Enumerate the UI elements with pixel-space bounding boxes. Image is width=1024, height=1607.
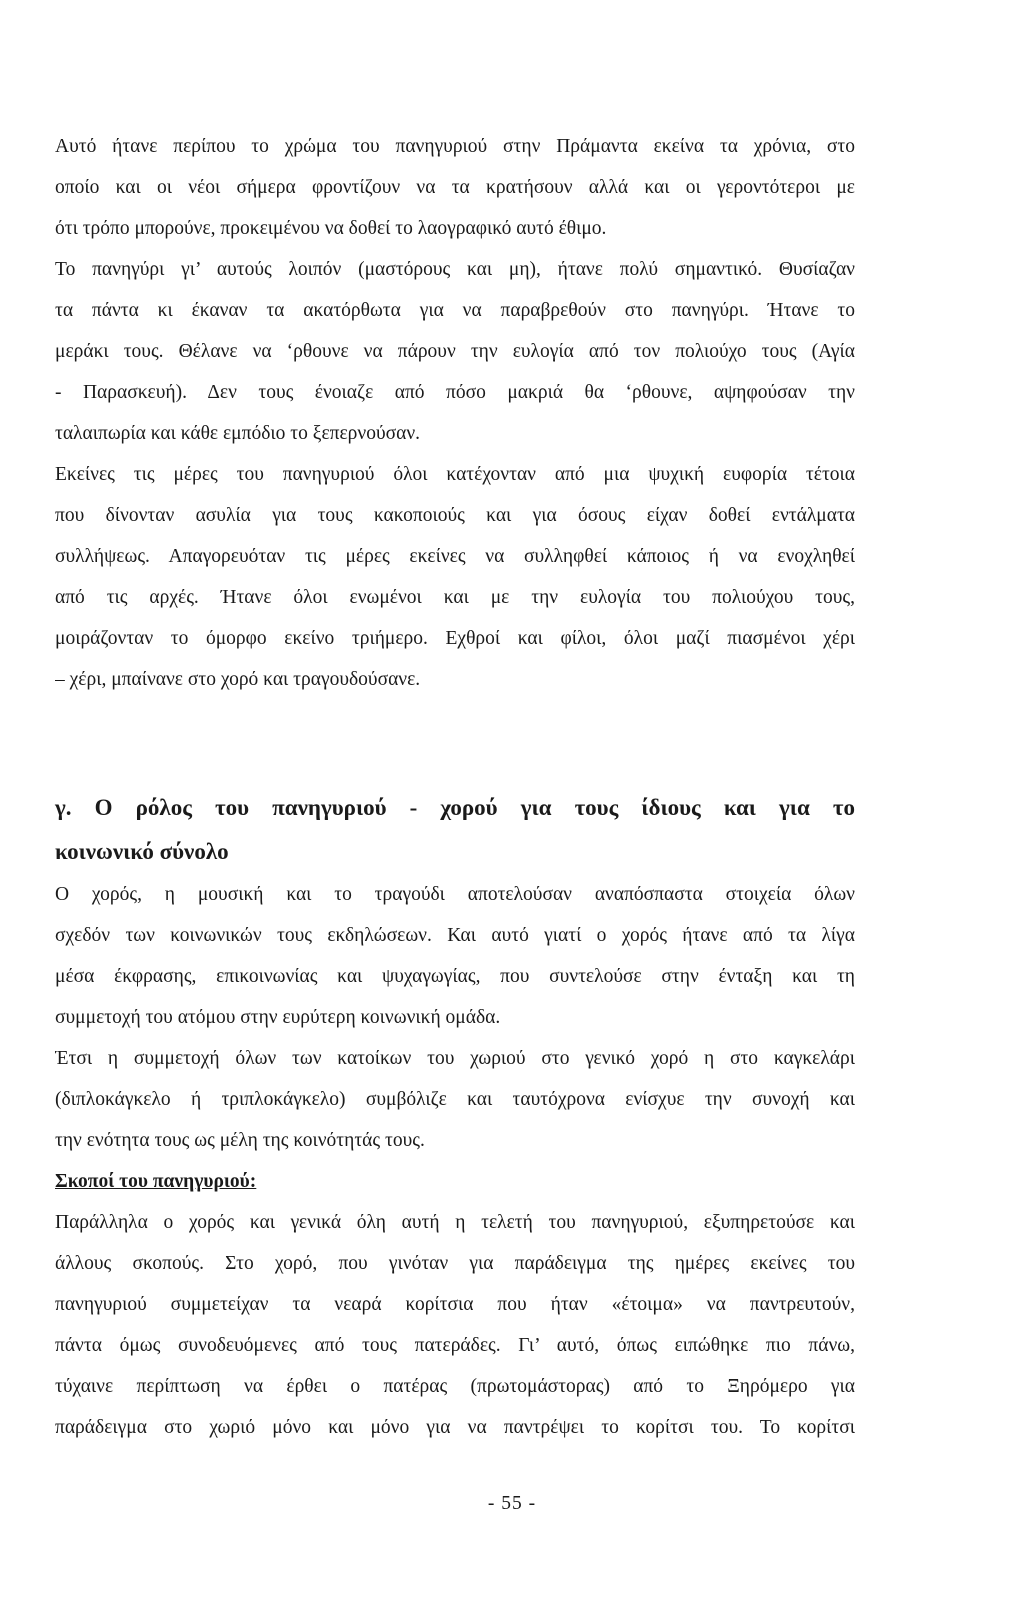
text-line: – χέρι, μπαίνανε στο χορό και τραγουδούσανε.	[55, 669, 421, 690]
paragraph-5	[55, 1202, 855, 1448]
text-line: συλλήψεως. Απαγορευόταν τις μέρες εκείνες να συλληφθεί κάποιος ή να ενοχληθεί	[55, 546, 855, 567]
text-line: ότι τρόπο μπορούνε, προκειμένου να δοθεί το λαογραφικό αυτό έθιμο.	[55, 218, 607, 239]
text-line: συμμετοχή του ατόμου στην ευρύτερη κοινωνική ομάδα.	[55, 1007, 501, 1028]
text-line: Το πανηγύρι γι’ αυτούς λοιπόν (μαστόρους και μη), ήτανε πολύ σημαντικό. Θυσίαζαν	[55, 259, 855, 280]
text-line: σχεδόν των κοινωνικών τους εκδηλώσεων. Και αυτό γιατί ο χορός ήτανε από τα λίγα	[55, 925, 855, 946]
text-line: παράδειγμα στο χωριό μόνο και μόνο για να παντρέψει το κορίτσι του. Το κορίτσι	[55, 1417, 855, 1438]
text-line: Παράλληλα ο χορός και γενικά όλη αυτή η τελετή του πανηγυριού, εξυπηρετούσε και	[55, 1212, 855, 1233]
text-line: που δίνονταν ασυλία για τους κακοποιούς και για όσους είχαν δοθεί εντάλματα	[55, 505, 855, 526]
text-line: πάντα όμως συνοδευόμενες από τους πατεράδες. Γι’ αυτό, όπως ειπώθηκε πιο πάνω,	[55, 1335, 855, 1356]
text-line: ταλαιπωρία και κάθε εμπόδιο το ξεπερνούσαν.	[55, 423, 421, 444]
text-line: τύχαινε περίπτωση να έρθει ο πατέρας (πρωτομάστορας) από το Ξηρόμερο για	[55, 1376, 855, 1397]
page-number: - 55 -	[487, 1493, 537, 1514]
paragraph-2	[55, 454, 855, 700]
text-line: (διπλοκάγκελο ή τριπλοκάγκελο) συμβόλιζε και ταυτόχρονα ενίσχυε την συνοχή και	[55, 1089, 855, 1110]
text-line: Έτσι η συμμετοχή όλων των κατοίκων του χωριού στο γενικό χορό η στο καγκελάρι	[55, 1048, 855, 1069]
text-line: μοιράζονταν το όμορφο εκείνο τριήμερο. Εχθροί και φίλοι, όλοι μαζί πιασμένοι χέρι	[55, 628, 855, 649]
paragraph-1	[55, 126, 855, 454]
text-line: τα πάντα κι έκαναν τα ακατόρθωτα για να παραβρεθούν στο πανηγύρι. Ήτανε το	[55, 300, 855, 321]
section-heading	[55, 786, 855, 874]
paragraph-4	[55, 1038, 855, 1161]
document-body	[55, 126, 855, 1448]
text-line: Αυτό ήτανε περίπου το χρώμα του πανηγυριού στην Πράμαντα εκείνα τα χρόνια, στο	[55, 136, 855, 157]
text-line: Εκείνες τις μέρες του πανηγυριού όλοι κατέχονταν από μια ψυχική ευφορία τέτοια	[55, 464, 855, 485]
text-line: από τις αρχές. Ήτανε όλοι ενωμένοι και με την ευλογία του πολιούχου τους,	[55, 587, 855, 608]
section-heading-line-2: κοινωνικό σύνολο	[55, 839, 229, 864]
section-heading-line-1: γ. Ο ρόλος του πανηγυριού - χορού για τους ίδιους και για το	[55, 795, 855, 820]
text-line: μεράκι τους. Θέλανε να ‘ρθουνε να πάρουν την ευλογία από τον πολιούχο τους (Αγία	[55, 341, 855, 362]
text-line: οποίο και οι νέοι σήμερα φροντίζουν να τα κρατήσουν αλλά και οι γεροντότεροι με	[55, 177, 855, 198]
text-line: πανηγυριού συμμετείχαν τα νεαρά κορίτσια που ήταν «έτοιμα» να παντρευτούν,	[55, 1294, 855, 1315]
text-line: άλλους σκοπούς. Στο χορό, που γινόταν για παράδειγμα της ημέρες εκείνες του	[55, 1253, 855, 1274]
text-line: - Παρασκευή). Δεν τους ένοιαζε από πόσο μακριά θα ‘ρθουνε, αψηφούσαν την	[55, 382, 855, 403]
text-line: μέσα έκφρασης, επικοινωνίας και ψυχαγωγίας, που συντελούσε στην ένταξη και τη	[55, 966, 855, 987]
subheading: Σκοποί του πανηγυριού:	[55, 1171, 257, 1192]
text-line: Ο χορός, η μουσική και το τραγούδι αποτελούσαν αναπόσπαστα στοιχεία όλων	[55, 884, 855, 905]
text-line: την ενότητα τους ως μέλη της κοινότητάς τους.	[55, 1130, 425, 1151]
paragraph-3	[55, 874, 855, 1038]
